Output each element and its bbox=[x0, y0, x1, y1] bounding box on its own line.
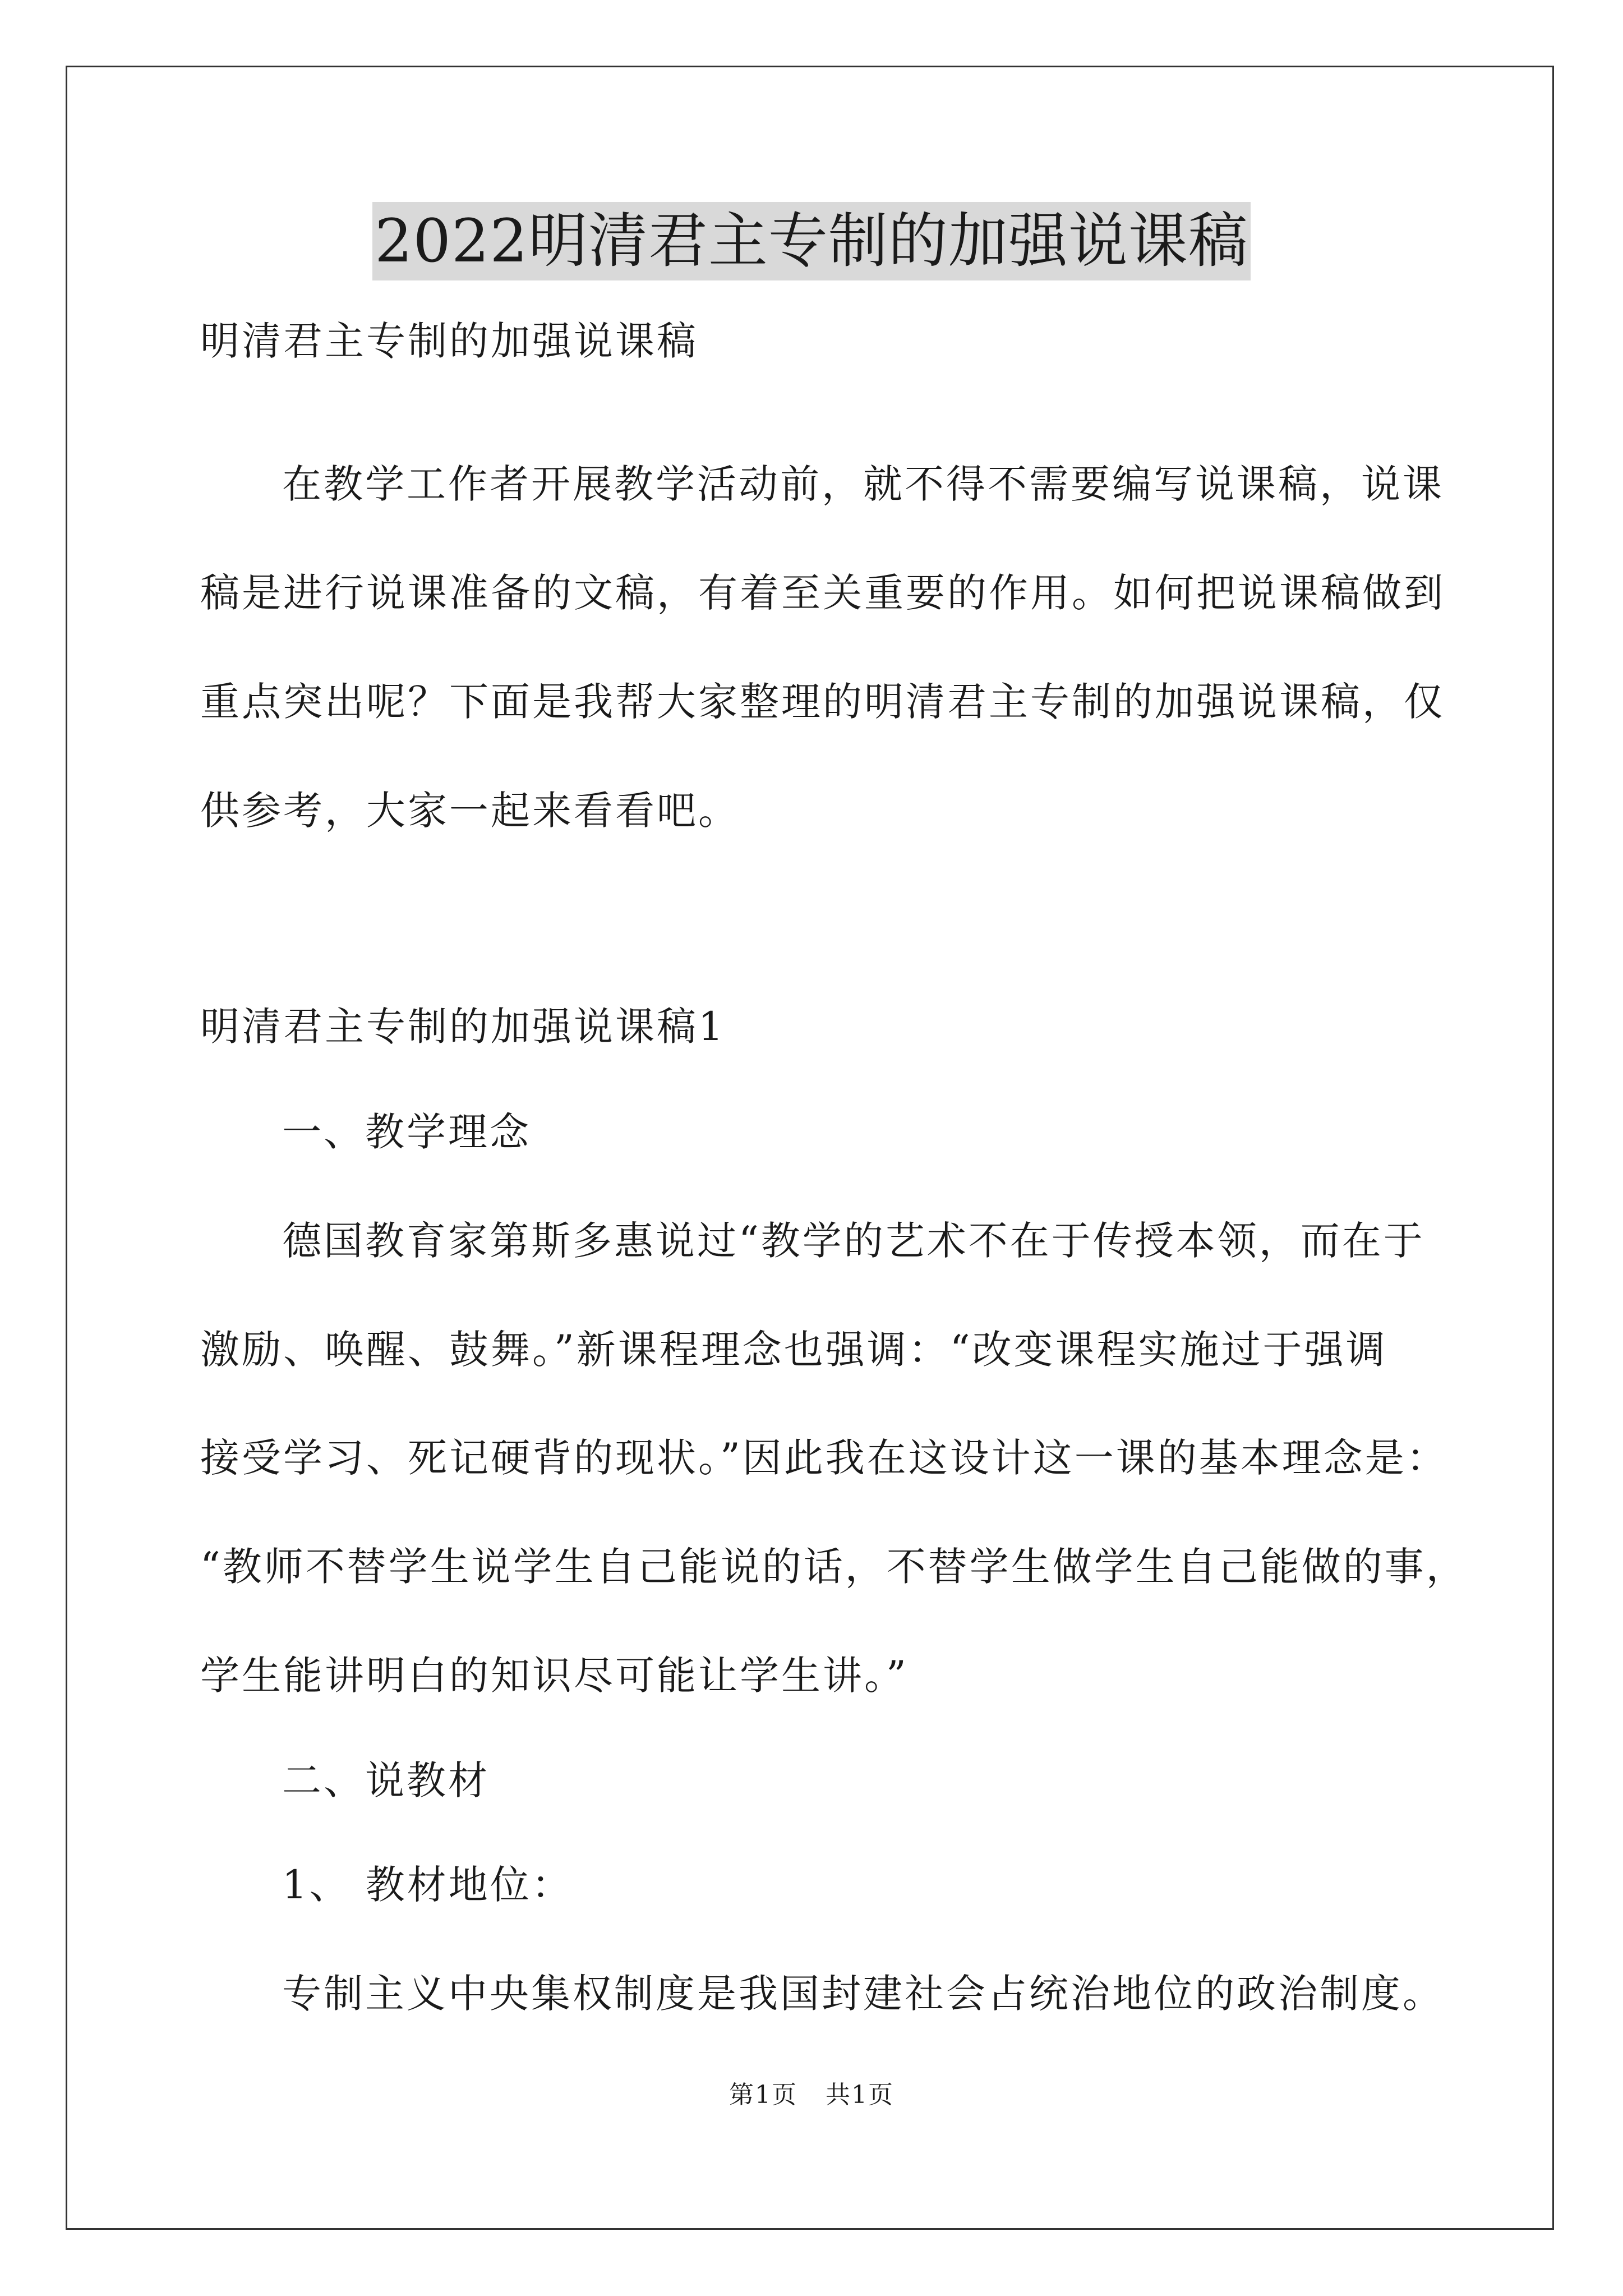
intro-line-1: 在教学工作者开展教学活动前，就不得不需要编写说课稿，说课 bbox=[282, 461, 1444, 507]
subtitle-line: 明清君主专制的加强说课稿 bbox=[200, 318, 698, 364]
concept-line-2: 激励、唤醒、鼓舞。”新课程理念也强调：“改变课程实施过于强调 bbox=[200, 1327, 1387, 1373]
textbook-line-1: 专制主义中央集权制度是我国封建社会占统治地位的政治制度。 bbox=[282, 1971, 1444, 2017]
section-heading-1: 明清君主专制的加强说课稿1 bbox=[200, 1004, 726, 1050]
intro-line-4: 供参考，大家一起来看看吧。 bbox=[200, 788, 740, 834]
heading-textbook-position: 1、 教材地位： bbox=[282, 1862, 573, 1908]
concept-line-3: 接受学习、死记硬背的现状。”因此我在这设计这一课的基本理念是： bbox=[200, 1435, 1448, 1481]
concept-line-1: 德国教育家第斯多惠说过“教学的艺术不在于传授本领，而在于 bbox=[282, 1218, 1425, 1264]
title-container bbox=[0, 202, 1623, 280]
heading-textbook: 二、说教材 bbox=[282, 1757, 490, 1803]
page-number-total: 共1页 bbox=[826, 2081, 894, 2109]
intro-line-2: 稿是进行说课准备的文稿，有着至关重要的作用。如何把说课稿做到 bbox=[200, 570, 1445, 616]
page-number-current: 第1页 bbox=[729, 2081, 797, 2109]
concept-line-4: “教师不替学生说学生自己能说的话，不替学生做学生自己能做的事， bbox=[200, 1544, 1468, 1590]
heading-teaching-concept: 一、教学理念 bbox=[282, 1109, 531, 1155]
concept-line-5: 学生能讲明白的知识尽可能让学生讲。” bbox=[200, 1653, 909, 1699]
page-footer bbox=[0, 2078, 1623, 2112]
document-title: 2022明清君主专制的加强说课稿 bbox=[372, 202, 1251, 280]
intro-line-3: 重点突出呢？下面是我帮大家整理的明清君主专制的加强说课稿，仅 bbox=[200, 679, 1445, 725]
